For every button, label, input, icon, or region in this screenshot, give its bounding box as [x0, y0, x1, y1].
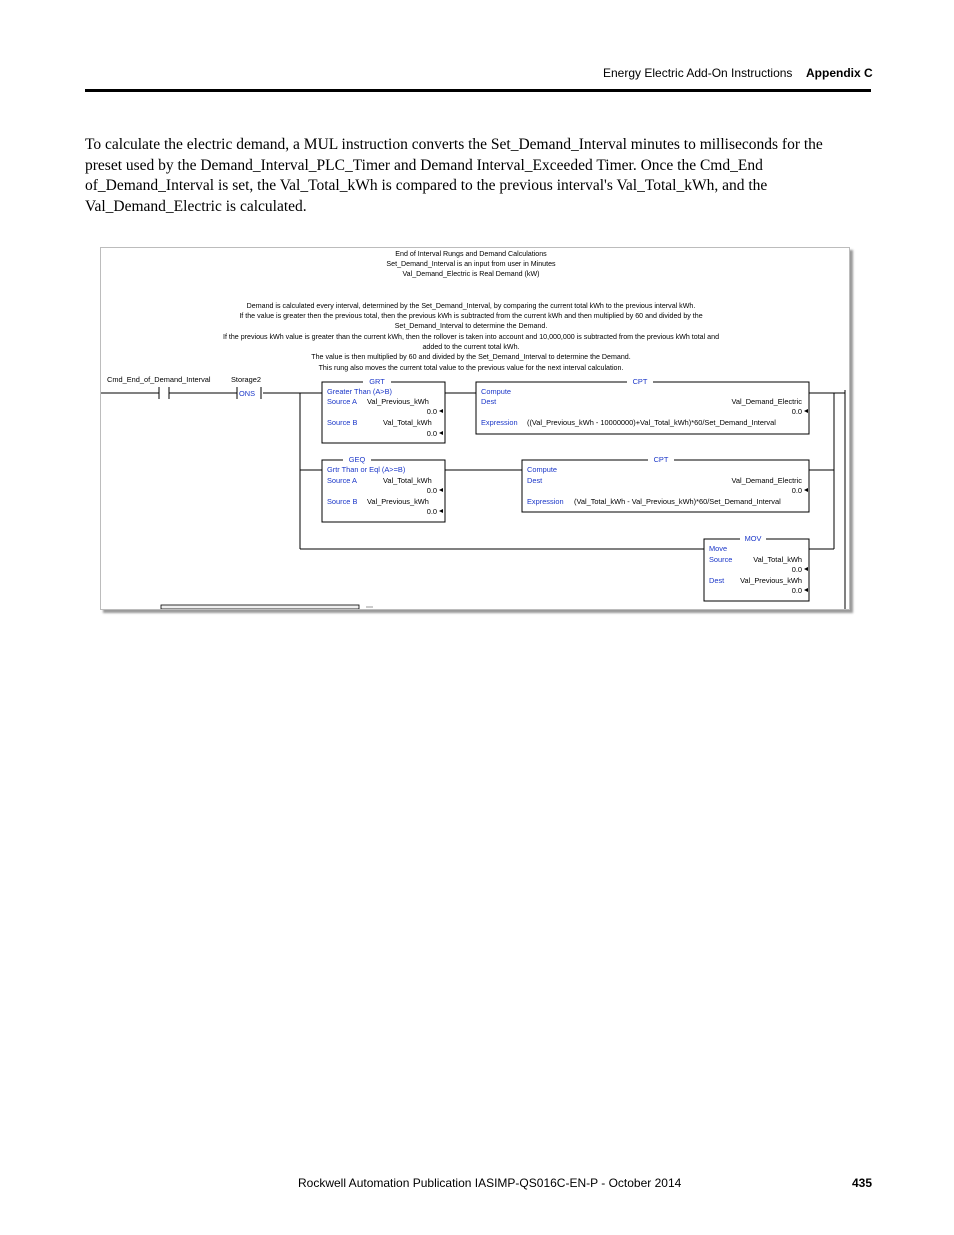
- mov-source-value: 0.0: [791, 565, 802, 574]
- geq-instruction[interactable]: [322, 455, 445, 522]
- intro-line: Val_Demand_Electric is calculated.: [85, 197, 307, 215]
- cpt2-title: Compute: [527, 465, 557, 474]
- cpt1-expression-label: Expression: [481, 418, 518, 427]
- mov-type: MOV: [744, 534, 762, 543]
- cpt2-dest-value: 0.0: [791, 486, 802, 495]
- ladder-diagram: [101, 248, 849, 609]
- horizontal-scrollbar[interactable]: [161, 605, 373, 609]
- ons-label: ONS: [239, 389, 256, 398]
- intro-line: of_Demand_Interval is set, the Val_Total_kWh is compared to the previous interval's Val_Total_kWh, and the: [85, 177, 768, 194]
- grt-source-a-value: 0.0: [426, 407, 437, 416]
- cpt2-expression: (Val_Total_kWh - Val_Previous_kWh)*60/Set_Demand_Interval: [574, 497, 781, 506]
- mov-dest-label: Dest: [709, 576, 725, 585]
- comment-line: added to the current total kWh.: [422, 343, 520, 351]
- comment-line: This rung also moves the current total value to the previous value for the next interval calculation.: [318, 364, 624, 372]
- comment-line: End of Interval Rungs and Demand Calculations: [395, 250, 547, 258]
- header-appendix: Appendix C: [806, 66, 873, 80]
- grt-source-b-value: 0.0: [426, 429, 437, 438]
- cpt2-dest-label: Dest: [527, 476, 543, 485]
- mov-title: Move: [709, 544, 728, 553]
- intro-paragraph: [85, 135, 871, 217]
- comment-line: The value is then multiplied by 60 and divided by the Set_Demand_Interval to determine the Demand.: [311, 353, 631, 361]
- comment-line: Set_Demand_Interval is an input from user in Minutes: [386, 260, 556, 268]
- grt-source-a-tag: Val_Previous_kWh: [367, 397, 429, 406]
- geq-source-b-value: 0.0: [426, 507, 437, 516]
- cpt1-dest-label: Dest: [481, 397, 497, 406]
- rung-comment: [223, 250, 719, 372]
- comment-line: If the value is greater then the previous total, then the previous kWh is subtracted from the current kWh and then multiplied by 60 and divided by the: [239, 312, 703, 320]
- geq-source-a-label: Source A: [327, 476, 357, 485]
- comment-line: Val_Demand_Electric is Real Demand (kW): [402, 270, 540, 278]
- cpt1-type: CPT: [632, 377, 648, 386]
- geq-source-a-tag: Val_Total_kWh: [383, 476, 432, 485]
- ons-tag: Storage2: [231, 375, 261, 384]
- cpt-instruction-2[interactable]: [522, 455, 809, 512]
- mov-dest-tag: Val_Previous_kWh: [740, 576, 802, 585]
- cpt1-expression: ((Val_Previous_kWh - 10000000)+Val_Total_kWh)*60/Set_Demand_Interval: [527, 418, 776, 427]
- geq-source-a-value: 0.0: [426, 486, 437, 495]
- grt-source-a-label: Source A: [327, 397, 357, 406]
- ons-instruction[interactable]: [231, 375, 261, 399]
- cpt1-title: Compute: [481, 387, 511, 396]
- ladder-logic-figure: [100, 247, 850, 610]
- footer-publication: Rockwell Automation Publication IASIMP-QS016C-EN-P - October 2014: [298, 1176, 682, 1190]
- header-rule: [85, 89, 871, 92]
- cpt2-type: CPT: [653, 455, 669, 464]
- grt-instruction[interactable]: [322, 377, 445, 443]
- geq-title: Grtr Than or Eql (A>=B): [327, 465, 406, 474]
- contact-tag: Cmd_End_of_Demand_Interval: [107, 375, 211, 384]
- mov-source-tag: Val_Total_kWh: [753, 555, 802, 564]
- intro-line: To calculate the electric demand, a MUL instruction converts the Set_Demand_Interval minutes to milliseconds for the: [85, 136, 823, 153]
- comment-line: Demand is calculated every interval, determined by the Set_Demand_Interval, by comparing the current total kWh to the previous interval kWh.: [246, 302, 696, 310]
- grt-source-b-label: Source B: [327, 418, 358, 427]
- cpt2-expression-label: Expression: [527, 497, 564, 506]
- cpt-instruction-1[interactable]: [476, 377, 809, 434]
- footer-page-number: 435: [852, 1176, 873, 1190]
- grt-source-b-tag: Val_Total_kWh: [383, 418, 432, 427]
- mov-instruction[interactable]: [704, 534, 809, 601]
- xic-contact[interactable]: [107, 375, 211, 399]
- geq-source-b-label: Source B: [327, 497, 358, 506]
- mov-dest-value: 0.0: [791, 586, 802, 595]
- cpt1-dest-value: 0.0: [791, 407, 802, 416]
- cpt2-dest-tag: Val_Demand_Electric: [731, 476, 802, 485]
- grt-title: Greater Than (A>B): [327, 387, 392, 396]
- mov-source-label: Source: [709, 555, 733, 564]
- cpt1-dest-tag: Val_Demand_Electric: [731, 397, 802, 406]
- header-section-title: Energy Electric Add-On Instructions: [603, 66, 793, 80]
- comment-line: Set_Demand_Interval to determine the Demand.: [394, 322, 548, 330]
- grt-type: GRT: [369, 377, 385, 386]
- intro-line: preset used by the Demand_Interval_PLC_Timer and Demand Interval_Exceeded Timer. Once the Cmd_End: [85, 156, 763, 174]
- comment-line: If the previous kWh value is greater than the current kWh, then the rollover is taken into account and 10,000,000 is subtracted from the previous kWh total and: [222, 333, 720, 341]
- geq-source-b-tag: Val_Previous_kWh: [367, 497, 429, 506]
- geq-type: GEQ: [348, 455, 366, 464]
